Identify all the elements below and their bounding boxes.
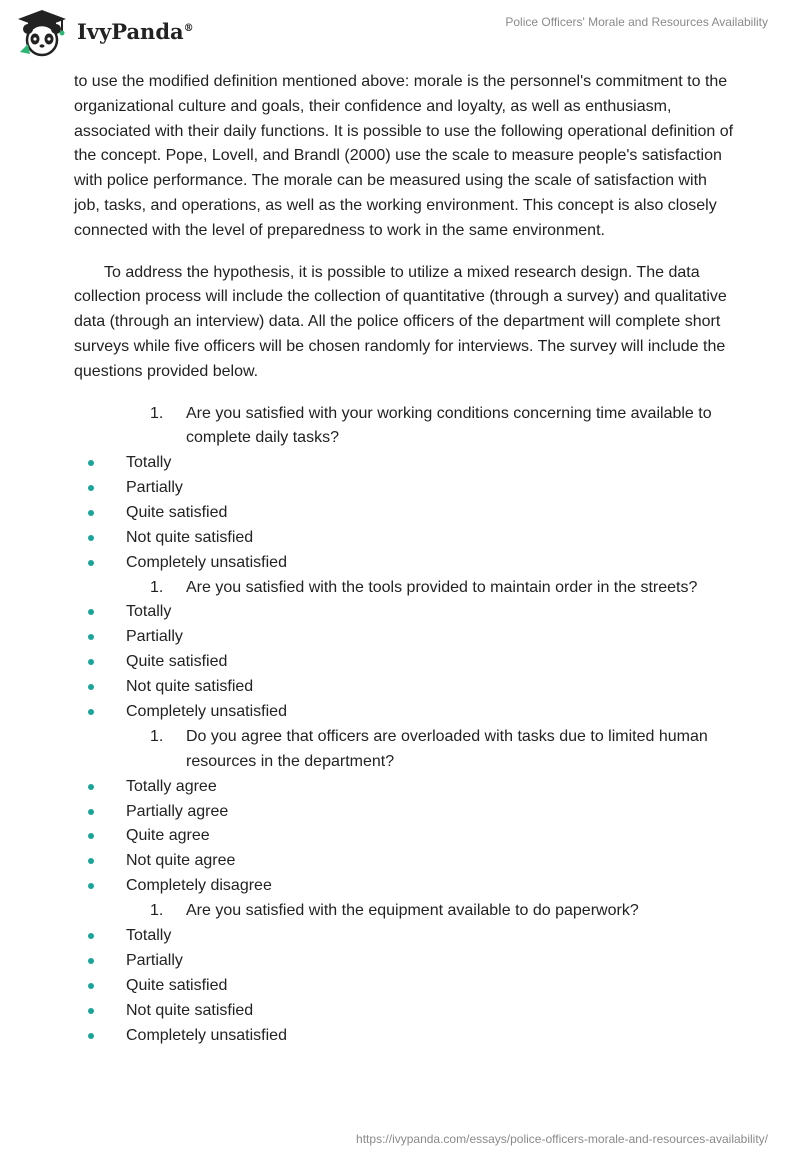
page-header xyxy=(0,0,800,70)
bullet-icon xyxy=(88,1033,94,1039)
question-number: 1. xyxy=(150,902,164,920)
answer-option: Totally xyxy=(74,924,734,949)
bullet-icon xyxy=(88,809,94,815)
bullet-icon xyxy=(88,933,94,939)
bullet-icon xyxy=(88,659,94,665)
answer-option: Quite satisfied xyxy=(74,650,734,675)
answer-option: Partially xyxy=(74,476,734,501)
survey-question xyxy=(74,576,734,601)
bullet-icon xyxy=(88,510,94,516)
bullet-icon xyxy=(88,958,94,964)
bullet-icon xyxy=(88,535,94,541)
answer-option: Quite agree xyxy=(74,824,734,849)
question-text: Are you satisfied with your working conditions concerning time available to complete daily tasks? xyxy=(186,404,712,447)
bullet-icon xyxy=(88,684,94,690)
source-url[interactable]: https://ivypanda.com/essays/police-officers-morale-and-resources-availability/ xyxy=(356,1132,768,1146)
survey-question xyxy=(74,899,734,924)
question-number: 1. xyxy=(150,404,164,422)
question-number: 1. xyxy=(150,578,164,596)
answer-option: Not quite satisfied xyxy=(74,526,734,551)
document-title: Police Officers' Morale and Resources Availability xyxy=(505,15,768,29)
question-text: Do you agree that officers are overloaded with tasks due to limited human resources in the department? xyxy=(186,728,708,770)
bullet-icon xyxy=(88,1008,94,1014)
answer-option: Partially xyxy=(74,625,734,650)
bullet-icon xyxy=(88,485,94,491)
answer-option: Quite satisfied xyxy=(74,974,734,999)
bullet-icon xyxy=(88,560,94,566)
brand-name: IvyPanda® xyxy=(77,19,194,44)
answer-option: Completely unsatisfied xyxy=(74,1024,734,1049)
bullet-icon xyxy=(88,709,94,715)
question-number: 1. xyxy=(150,728,164,746)
answer-option: Not quite satisfied xyxy=(74,999,734,1024)
survey-question xyxy=(74,402,734,452)
bullet-icon xyxy=(88,883,94,889)
answer-option: Not quite satisfied xyxy=(74,675,734,700)
bullet-icon xyxy=(88,634,94,640)
bullet-icon xyxy=(88,833,94,839)
bullet-icon xyxy=(88,609,94,615)
essay-body xyxy=(74,70,734,1048)
answer-option: Completely disagree xyxy=(74,874,734,899)
ivypanda-logo[interactable] xyxy=(14,8,194,58)
answer-option: Partially xyxy=(74,949,734,974)
survey-question xyxy=(74,725,734,775)
answer-option: Totally xyxy=(74,451,734,476)
bullet-icon xyxy=(88,784,94,790)
answer-option: Completely unsatisfied xyxy=(74,551,734,576)
paragraph: To address the hypothesis, it is possible to utilize a mixed research design. The data collection process will include the collection of quantitative (through a survey) and qualitative data (through an interview) data. All the police officers of the department will complete short surveys while five officers will be chosen randomly for interviews. The survey will include the questions provided below. xyxy=(74,263,727,380)
answer-option: Partially agree xyxy=(74,800,734,825)
question-text: Are you satisfied with the tools provided to maintain order in the streets? xyxy=(186,578,698,596)
bullet-icon xyxy=(88,983,94,989)
answer-option: Quite satisfied xyxy=(74,501,734,526)
answer-option: Totally xyxy=(74,600,734,625)
panda-mascot-icon xyxy=(14,8,70,58)
question-text: Are you satisfied with the equipment available to do paperwork? xyxy=(186,902,639,920)
answer-option: Completely unsatisfied xyxy=(74,700,734,725)
answer-option: Totally agree xyxy=(74,775,734,800)
bullet-icon xyxy=(88,858,94,864)
bullet-icon xyxy=(88,460,94,466)
answer-option: Not quite agree xyxy=(74,849,734,874)
survey-questions xyxy=(74,402,734,1049)
paragraph: to use the modified definition mentioned above: morale is the personnel's commitment to the organizational culture and goals, their confidence and loyalty, as well as enthusiasm, associated with their daily functions. It is possible to use the following operational definition of the concept. Pope, Lovell, and Brandl (2000) use the scale to measure people's satisfaction with police performance. The morale can be measured using the scale of satisfaction with job, tasks, and operations, as well as the working environment. This concept is also closely connected with the level of preparedness to work in the same environment. xyxy=(74,73,734,239)
